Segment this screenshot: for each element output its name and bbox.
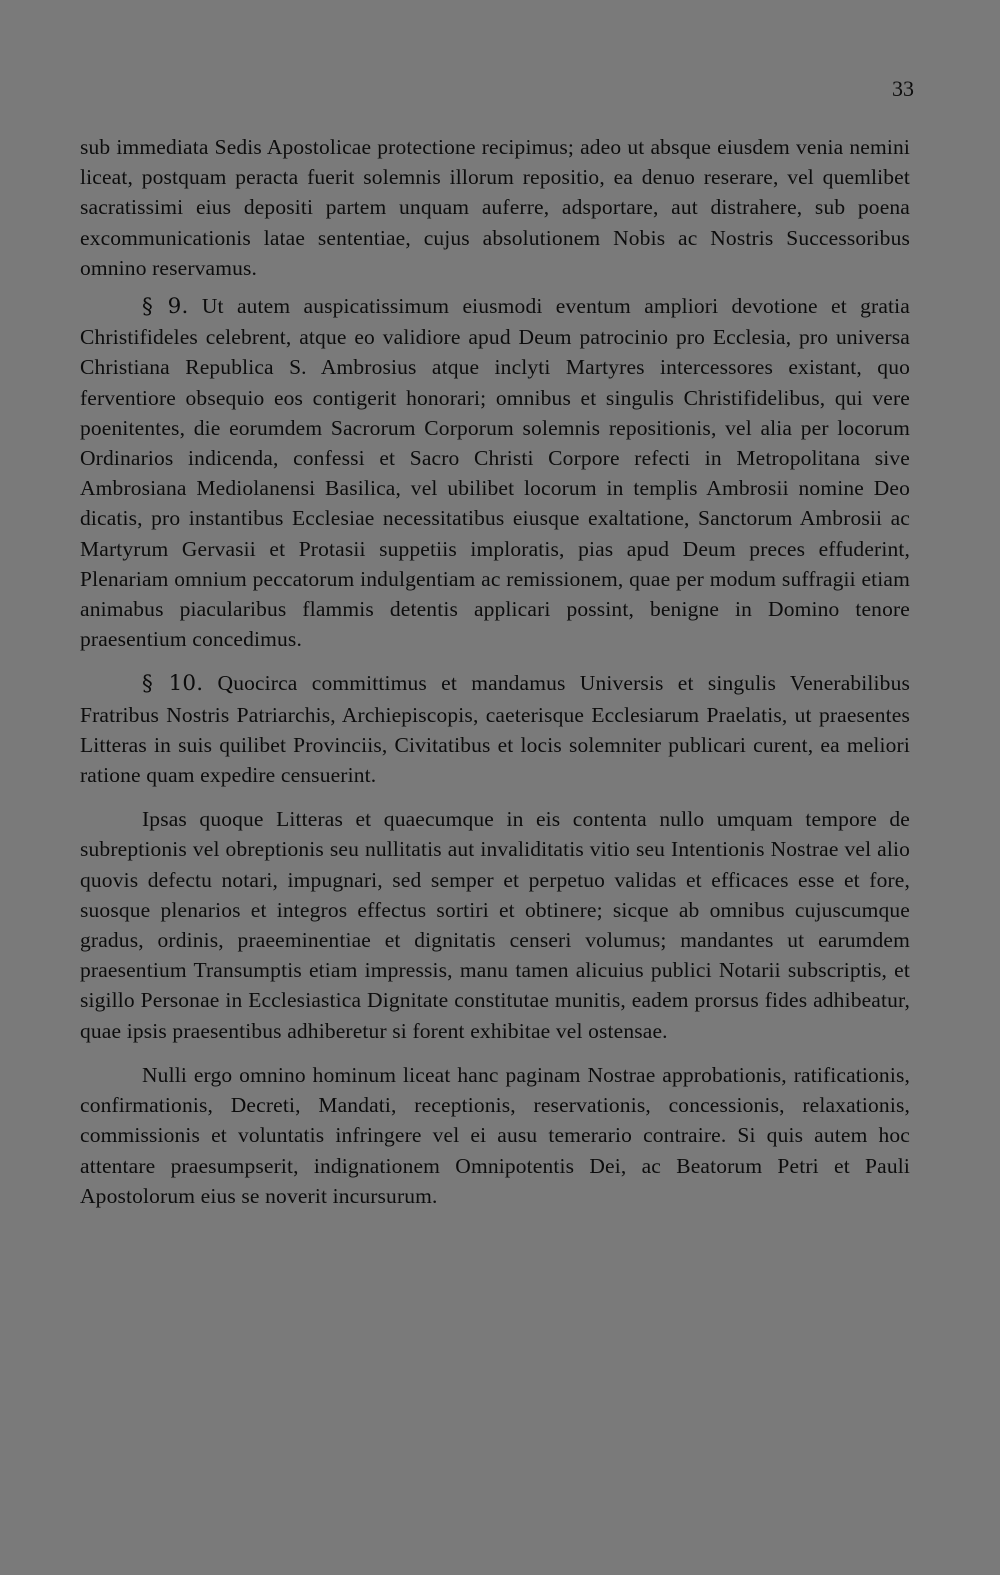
paragraph-continuation <box>80 132 910 283</box>
document-body <box>80 132 910 1211</box>
paragraph-text: Nulli ergo omnino hominum liceat hanc paginam Nostrae approbationis, ratificationis, confirmationis, Decreti, Mandati, receptionis, reservationis, concessionis, relaxationis, commissionis et voluntatis infringere vel ei ausu temerario contraire. Si quis autem hoc attentare praesumpserit, indignationem Omnipotentis Dei, ac Beatorum Petri et Pauli Apostolorum eius se noverit incursurum. <box>80 1062 910 1208</box>
paragraph-section-9 <box>80 291 910 654</box>
paragraph-text: Ut autem auspicatissimum eiusmodi eventum ampliori devotione et gratia Christifideles celebrent, atque eo validiore apud Deum patrocinio pro Ecclesia, pro universa Christiana Republica S. Ambrosius atque inclyti Martyres intercessores existant, quo ferventiore obsequio eos contigerit honorari; omnibus et singulis Christifidelibus, qui vere poenitentes, die eorumdem Sacrorum Corporum solemnis repositionis, vel alia per locorum Ordinarios indicenda, confessi et Sacro Christi Corpore refecti in Metropolitana sive Ambrosiana Mediolanensi Basilica, vel ubilibet locorum in templis Ambrosii nomine Deo dicatis, pro instantibus Ecclesiae necessitatibus eiusque exaltatione, Sanctorum Ambrosii ac Martyrum Gervasii et Protasii suppetiis imploratis, pias apud Deum preces effuderint, Plenariam omnium peccatorum indulgentiam ac remissionem, quae per modum suffragii etiam animabus piacularibus flammis detentis applicari possint, benigne in Domino tenore praesentium concedimus. <box>80 294 910 652</box>
page-number: 33 <box>892 76 914 101</box>
paragraph-section-10 <box>80 668 910 790</box>
paragraph-text: sub immediata Sedis Apostolicae protectione recipimus; adeo ut absque eiusdem venia nemini liceat, postquam peracta fuerit solemnis illorum repositio, ea denuo reserare, vel quemlibet sacratissimi eius depositi partem unquam auferre, adsportare, aut distrahere, sub poena excommunicationis latae sententiae, cujus absolutionem Nobis ac Nostris Successoribus omnino reservamus. <box>80 135 910 280</box>
paragraph-text: Ipsas quoque Litteras et quaecumque in eis contenta nullo umquam tempore de subreptionis vel obreptionis seu nullitatis aut invaliditatis vitio seu Intentionis Nostrae vel alio quovis defectu notari, impugnari, sed semper et perpetuo validas et efficaces esse et fore, suosque plenarios et integros effectus sortiri et obtinere; sicque ab omnibus cujuscumque gradus, ordinis, praeeminentiae et dignitatis censeri volumus; mandantes ut earumdem praesentium Transumptis etiam impressis, manu tamen alicuius publici Notarii subscriptis, et sigillo Personae in Ecclesiastica Dignitate constitutae munitis, eadem prorsus fides adhibeatur, quae ipsis praesentibus adhiberetur si forent exhibitae vel ostensae. <box>80 807 910 1043</box>
paragraph-text: Quocirca committimus et mandamus Universis et singulis Venerabilibus Fratribus Nostris Patriarchis, Archiepiscopis, caeterisque Ecclesiarum Praelatis, ut praesentes Litteras in suis quilibet Provinciis, Civitatibus et locis solemniter publicari curent, ea meliori ratione quam expedire censuerint. <box>80 671 910 788</box>
section-number: § 10. <box>142 671 204 697</box>
paragraph-validity-clause <box>80 804 910 1046</box>
paragraph-sanction-clause <box>80 1060 910 1211</box>
section-number: § 9. <box>142 294 189 320</box>
